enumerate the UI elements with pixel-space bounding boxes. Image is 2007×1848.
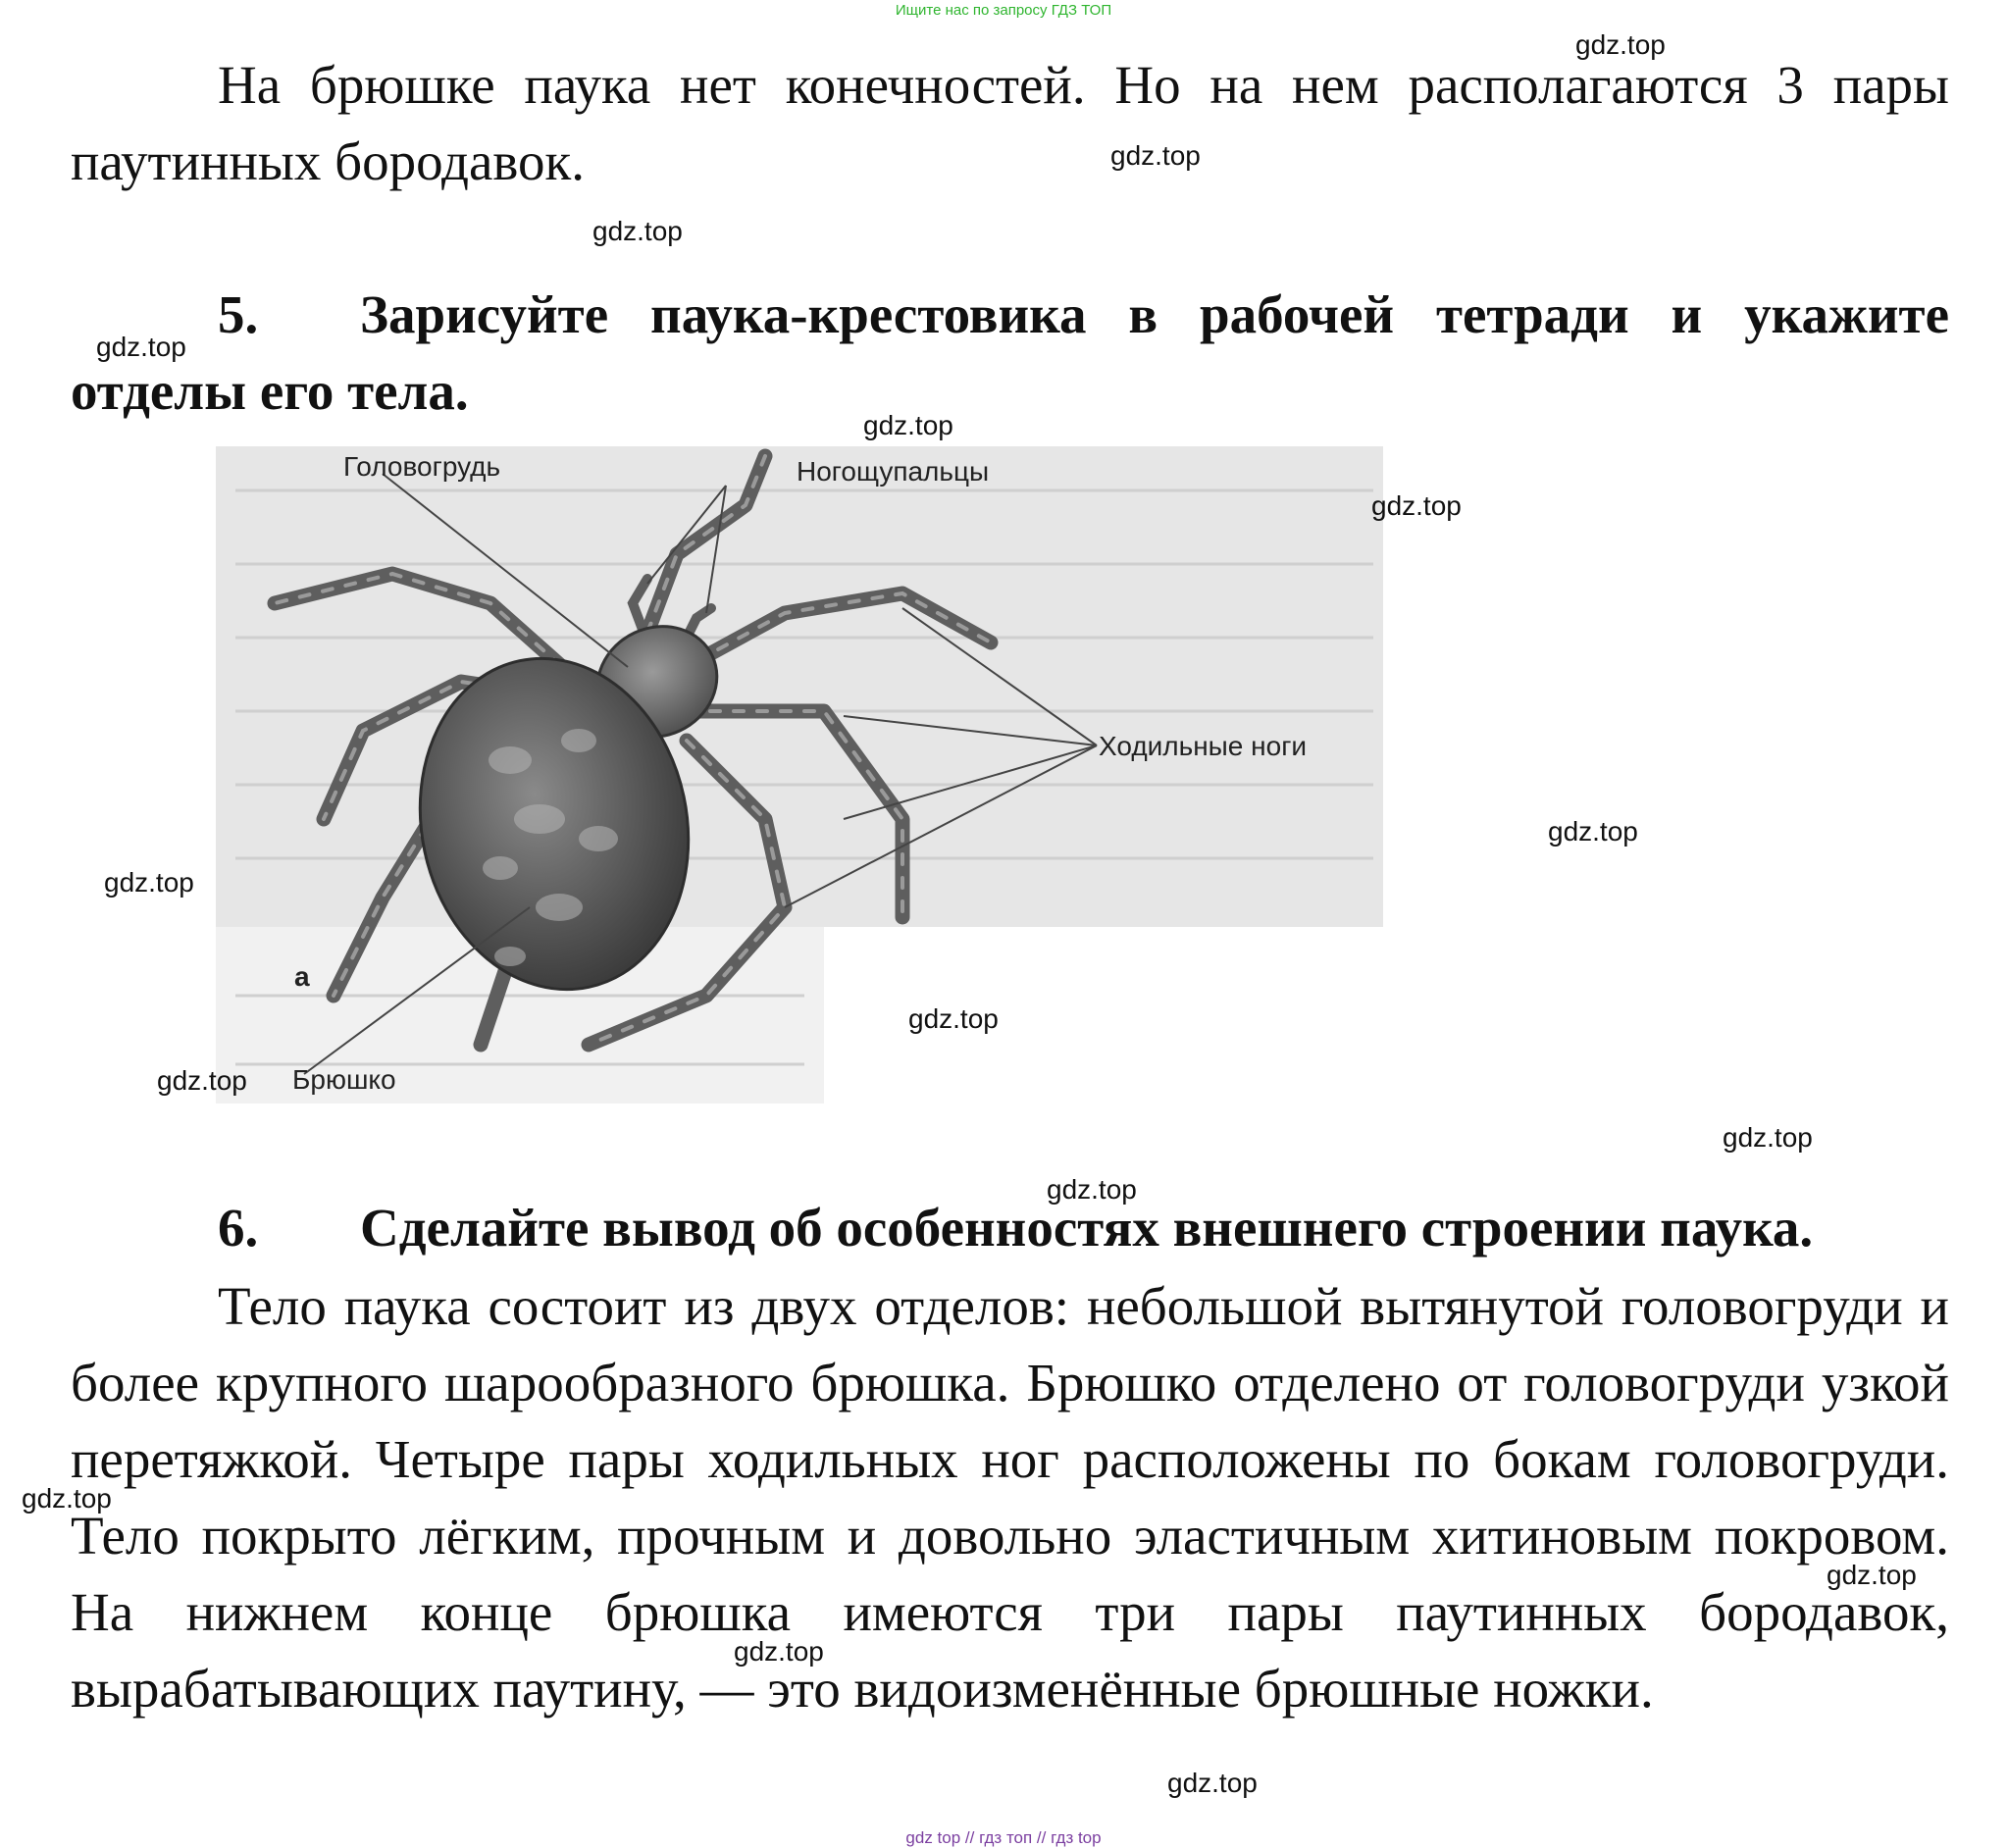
- task-5-heading: [71, 277, 1949, 430]
- watermark: gdz.top: [1110, 140, 1201, 171]
- label-abdomen: Брюшко: [292, 1064, 396, 1095]
- footer-links[interactable]: gdz top // гдз топ // гдз top: [905, 1828, 1102, 1847]
- task-6-heading: [71, 1190, 1949, 1266]
- watermark: gdz.top: [1548, 816, 1638, 847]
- watermark: gdz.top: [908, 1003, 999, 1034]
- watermark: gdz.top: [1167, 1768, 1258, 1798]
- watermark: gdz.top: [22, 1483, 112, 1514]
- watermark: gdz.top: [1047, 1174, 1137, 1205]
- watermark: gdz.top: [157, 1065, 247, 1096]
- watermark: gdz.top: [863, 410, 953, 440]
- watermark: gdz.top: [1723, 1122, 1813, 1153]
- task-5-number: 5.: [218, 284, 259, 344]
- intro-paragraph: На брюшке паука нет конечностей. Но на нем располагаются 3 пары паутинных бородавок.: [71, 55, 1949, 191]
- spider-illustration: [216, 446, 1383, 1113]
- top-banner[interactable]: Ищите нас по запросу ГДЗ ТОП: [895, 2, 1112, 19]
- task-5-text: Зарисуйте паука-крестовика в рабочей тетради и укажите отделы его тела.: [71, 284, 1949, 421]
- watermark: gdz.top: [96, 332, 186, 362]
- label-cephalothorax: Головогрудь: [343, 451, 501, 482]
- background-scan: [216, 446, 1383, 927]
- label-walking-legs: Ходильные ноги: [1099, 731, 1308, 761]
- spider-figure: [216, 446, 1383, 1113]
- watermark: gdz.top: [592, 216, 683, 246]
- label-pedipalps: Ногощупальцы: [797, 456, 990, 487]
- watermark: gdz.top: [734, 1636, 824, 1667]
- label-figure-letter: а: [294, 961, 310, 992]
- watermark: gdz.top: [104, 867, 194, 898]
- task-6-text: Сделайте вывод об особенностях внешнего строении паука.: [360, 1198, 1814, 1258]
- watermark: gdz.top: [1827, 1560, 1917, 1590]
- task-6-number: 6.: [218, 1198, 259, 1258]
- watermark: gdz.top: [1371, 490, 1462, 521]
- watermark: gdz.top: [1575, 29, 1666, 60]
- conclusion-paragraph: Тело паука состоит из двух отделов: небольшой вытянутой головогруди и более крупного шарообразного брюшка. Брюшко отделено от головогруди узкой перетяжкой. Четыре пары ходильных ног расположены по бокам головогруди. Тело покрыто лёгким, прочным и довольно эластичным хитиновым покровом. На нижнем конце брюшка имеются три пары паутинных бородавок, вырабатывающих паутину, — это видоизменённые брюшные ножки.: [71, 1276, 1949, 1719]
